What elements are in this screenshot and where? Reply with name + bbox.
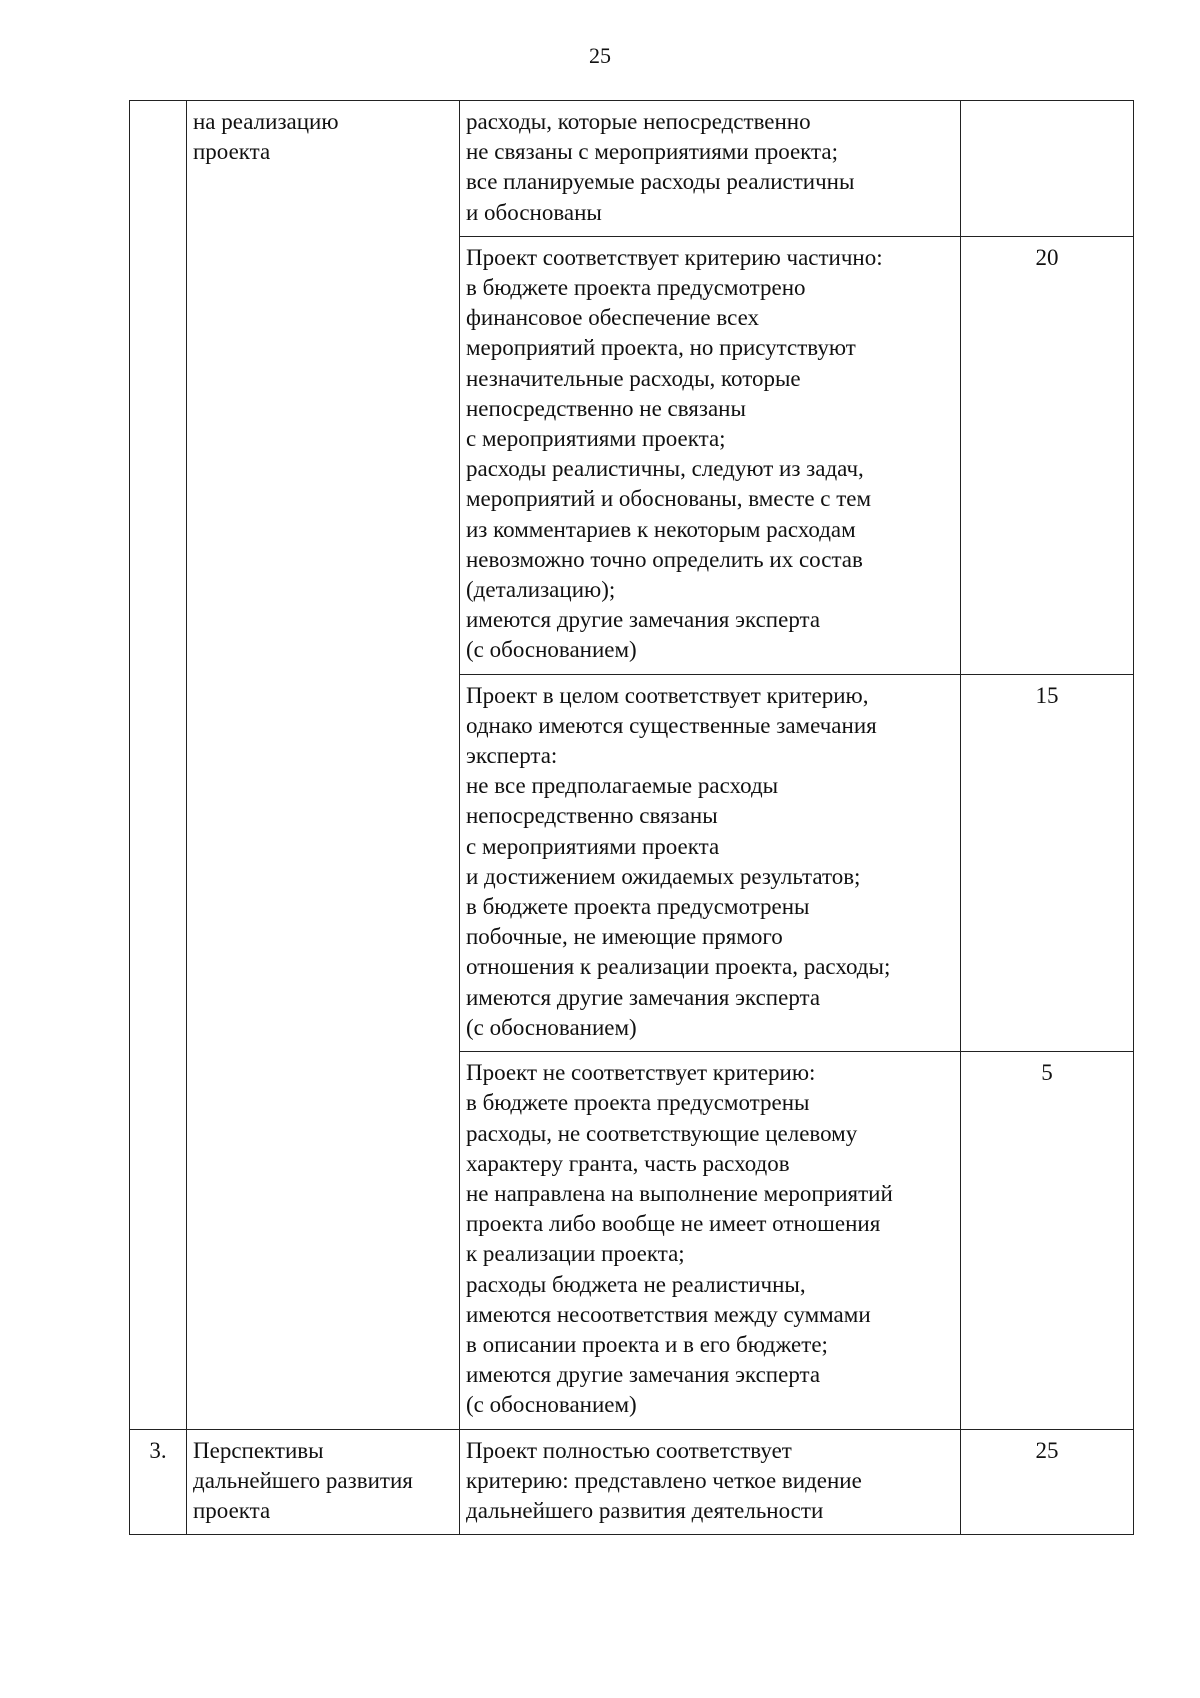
- criterion-name-line: проекта: [193, 139, 271, 165]
- description-line: непосредственно связаны: [466, 803, 718, 829]
- description-line: имеются другие замечания эксперта: [466, 984, 821, 1010]
- description-line: однако имеются существенные замечания: [466, 712, 877, 738]
- description-line: незначительные расходы, которые: [466, 365, 801, 391]
- criterion-name-line: Перспективы: [193, 1437, 324, 1463]
- criterion-number-cell: 3.: [130, 1429, 187, 1535]
- criterion-name-cell: [187, 1429, 460, 1535]
- description-line: эксперта:: [466, 743, 558, 769]
- table-row: [130, 101, 1134, 237]
- description-line: все планируемые расходы реалистичны: [466, 169, 855, 195]
- criterion-name-line: на реализацию: [193, 109, 339, 134]
- criterion-description-cell: [460, 1429, 961, 1535]
- description-line: мероприятий проекта, но присутствуют: [466, 335, 856, 361]
- description-line: мероприятий и обоснованы, вместе с тем: [466, 486, 872, 512]
- description-line: побочные, не имеющие прямого: [466, 924, 783, 950]
- page-number: 25: [589, 43, 611, 68]
- description-line: в бюджете проекта предусмотрено: [466, 275, 806, 301]
- description-line: не все предполагаемые расходы: [466, 773, 779, 799]
- score-cell: 5: [961, 1052, 1134, 1429]
- criterion-name-line: проекта: [193, 1497, 271, 1523]
- description-line: в бюджете проекта предусмотрены: [466, 1090, 810, 1116]
- criterion-description-cell: [460, 236, 961, 674]
- description-line: расходы, не соответствующие целевому: [466, 1120, 858, 1146]
- description-line: отношения к реализации проекта, расходы;: [466, 954, 891, 980]
- description-line: проекта либо вообще не имеет отношения: [466, 1211, 881, 1237]
- description-line: расходы реалистичны, следуют из задач,: [466, 456, 864, 482]
- description-line: Проект полностью соответствует: [466, 1437, 792, 1463]
- description-line: имеются несоответствия между суммами: [466, 1301, 871, 1327]
- criterion-name-cell: [187, 101, 460, 1430]
- criterion-number-cell: [130, 101, 187, 1430]
- description-line: имеются другие замечания эксперта: [466, 1362, 821, 1388]
- criterion-description-cell: [460, 674, 961, 1051]
- description-line: невозможно точно определить их состав: [466, 546, 863, 572]
- criterion-name-line: дальнейшего развития: [193, 1467, 413, 1493]
- criterion-description-cell: [460, 101, 961, 237]
- description-line: не связаны с мероприятиями проекта;: [466, 139, 838, 165]
- description-line: имеются другие замечания эксперта: [466, 607, 821, 633]
- table-row: [130, 1429, 1134, 1535]
- criterion-description-cell: [460, 1052, 961, 1429]
- criteria-table: [129, 100, 1134, 1535]
- description-line: (с обоснованием): [466, 1392, 637, 1418]
- description-line: критерию: представлено четкое видение: [466, 1467, 862, 1493]
- description-line: к реализации проекта;: [466, 1241, 685, 1267]
- score-cell: [961, 101, 1134, 237]
- description-line: (детализацию);: [466, 577, 616, 603]
- description-line: непосредственно не связаны: [466, 395, 746, 421]
- description-line: и обоснованы: [466, 199, 602, 225]
- description-line: с мероприятиями проекта: [466, 833, 720, 859]
- description-line: дальнейшего развития деятельности: [466, 1497, 824, 1523]
- description-line: расходы бюджета не реалистичны,: [466, 1271, 806, 1297]
- score-cell: 20: [961, 236, 1134, 674]
- description-line: с мероприятиями проекта;: [466, 426, 726, 452]
- description-line: из комментариев к некоторым расходам: [466, 516, 856, 542]
- description-line: (с обоснованием): [466, 1014, 637, 1040]
- description-line: (с обоснованием): [466, 637, 637, 663]
- description-line: Проект соответствует критерию частично:: [466, 244, 883, 270]
- description-line: Проект в целом соответствует критерию,: [466, 682, 869, 708]
- description-line: характеру гранта, часть расходов: [466, 1150, 790, 1176]
- description-line: в бюджете проекта предусмотрены: [466, 894, 810, 920]
- description-line: Проект не соответствует критерию:: [466, 1060, 816, 1086]
- description-line: и достижением ожидаемых результатов;: [466, 863, 861, 889]
- description-line: финансовое обеспечение всех: [466, 305, 759, 331]
- description-line: не направлена на выполнение мероприятий: [466, 1180, 893, 1206]
- score-cell: 15: [961, 674, 1134, 1051]
- description-line: в описании проекта и в его бюджете;: [466, 1331, 828, 1357]
- score-cell: 25: [961, 1429, 1134, 1535]
- description-line: расходы, которые непосредственно: [466, 109, 811, 134]
